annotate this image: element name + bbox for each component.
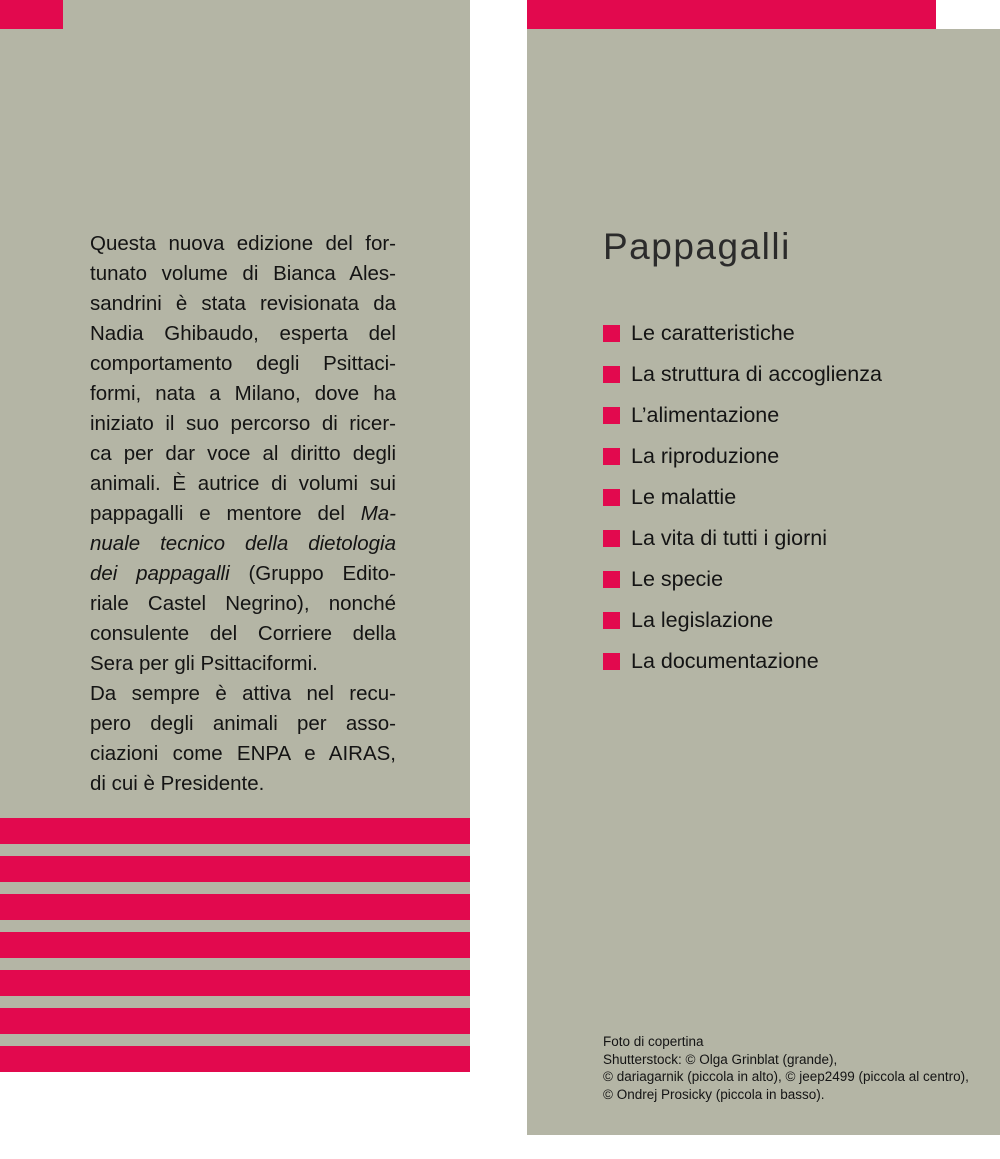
topic-label: La struttura di accoglienza bbox=[631, 362, 882, 386]
bio-line: animali. È autrice di volumi sui bbox=[90, 472, 396, 495]
topic-item bbox=[603, 600, 882, 641]
author-bio-paragraph bbox=[90, 229, 396, 799]
bio-line: sandrini è stata revisionata da bbox=[90, 292, 396, 315]
bio-line: consulente del Corriere della bbox=[90, 622, 396, 645]
page-title: Pappagalli bbox=[603, 226, 791, 267]
credit-line: Foto di copertina bbox=[603, 1034, 704, 1049]
bio-line: Da sempre è attiva nel recu- bbox=[90, 682, 396, 705]
photo-credits bbox=[603, 1033, 969, 1103]
accent-stripe bbox=[0, 970, 470, 996]
credit-line: © dariagarnik (piccola in alto), © jeep2499 (piccola al centro), bbox=[603, 1069, 969, 1084]
bullet-square-icon bbox=[603, 612, 620, 629]
bio-line: ciazioni come ENPA e AIRAS, bbox=[90, 742, 396, 765]
topic-item bbox=[603, 477, 882, 518]
bullet-square-icon bbox=[603, 325, 620, 342]
topic-item bbox=[603, 518, 882, 559]
topic-label: La riproduzione bbox=[631, 444, 780, 468]
topic-item bbox=[603, 641, 882, 682]
topic-label: Le caratteristiche bbox=[631, 321, 795, 345]
bio-line: Sera per gli Psittaciformi. bbox=[90, 652, 318, 675]
bullet-square-icon bbox=[603, 407, 620, 424]
left-flap-panel bbox=[0, 0, 470, 1072]
accent-stripe bbox=[0, 894, 470, 920]
topic-label: Le specie bbox=[631, 567, 724, 591]
back-flap-panel bbox=[527, 29, 1000, 1135]
topic-item bbox=[603, 395, 882, 436]
accent-stripe bbox=[0, 1046, 470, 1072]
topic-label: La vita di tutti i giorni bbox=[631, 526, 827, 550]
bio-line: Nadia Ghibaudo, esperta del bbox=[90, 322, 396, 345]
topic-label: L’alimentazione bbox=[631, 403, 780, 427]
credit-line: Shutterstock: © Olga Grinblat (grande), bbox=[603, 1051, 838, 1067]
bio-line: tunato volume di Bianca Ales- bbox=[90, 262, 396, 285]
bio-line: di cui è Presidente. bbox=[90, 772, 265, 795]
accent-stripes bbox=[0, 818, 470, 1072]
topic-item bbox=[603, 436, 882, 477]
accent-stripe bbox=[0, 1008, 470, 1034]
bio-line: pappagalli e mentore del Ma- bbox=[90, 502, 396, 525]
topic-label: La legislazione bbox=[631, 608, 774, 632]
bio-line: nuale tecnico della dietologia bbox=[90, 532, 396, 555]
topic-label: La documentazione bbox=[631, 649, 819, 673]
bio-line: iniziato il suo percorso di ricer- bbox=[90, 412, 396, 435]
topic-list bbox=[603, 313, 882, 682]
bio-line: comportamento degli Psittaci- bbox=[90, 352, 396, 375]
accent-stripe bbox=[0, 856, 470, 882]
accent-stripe bbox=[0, 818, 470, 844]
topic-item bbox=[603, 559, 882, 600]
accent-header-bar bbox=[527, 0, 936, 29]
bullet-square-icon bbox=[603, 653, 620, 670]
bullet-square-icon bbox=[603, 530, 620, 547]
bio-line: formi, nata a Milano, dove ha bbox=[90, 382, 396, 405]
topic-label: Le malattie bbox=[631, 485, 737, 509]
bullet-square-icon bbox=[603, 448, 620, 465]
bio-line: ca per dar voce al diritto degli bbox=[90, 442, 396, 465]
bio-line: Questa nuova edizione del for- bbox=[90, 232, 396, 255]
accent-stripe bbox=[0, 932, 470, 958]
credit-line: © Ondrej Prosicky (piccola in basso). bbox=[603, 1086, 825, 1102]
bio-line: dei pappagalli (Gruppo Edito- bbox=[90, 562, 396, 585]
accent-tab bbox=[0, 0, 63, 29]
topic-item bbox=[603, 313, 882, 354]
topic-item bbox=[603, 354, 882, 395]
bio-line: pero degli animali per asso- bbox=[90, 712, 396, 735]
bio-line: riale Castel Negrino), nonché bbox=[90, 592, 396, 615]
bullet-square-icon bbox=[603, 366, 620, 383]
bullet-square-icon bbox=[603, 571, 620, 588]
bullet-square-icon bbox=[603, 489, 620, 506]
